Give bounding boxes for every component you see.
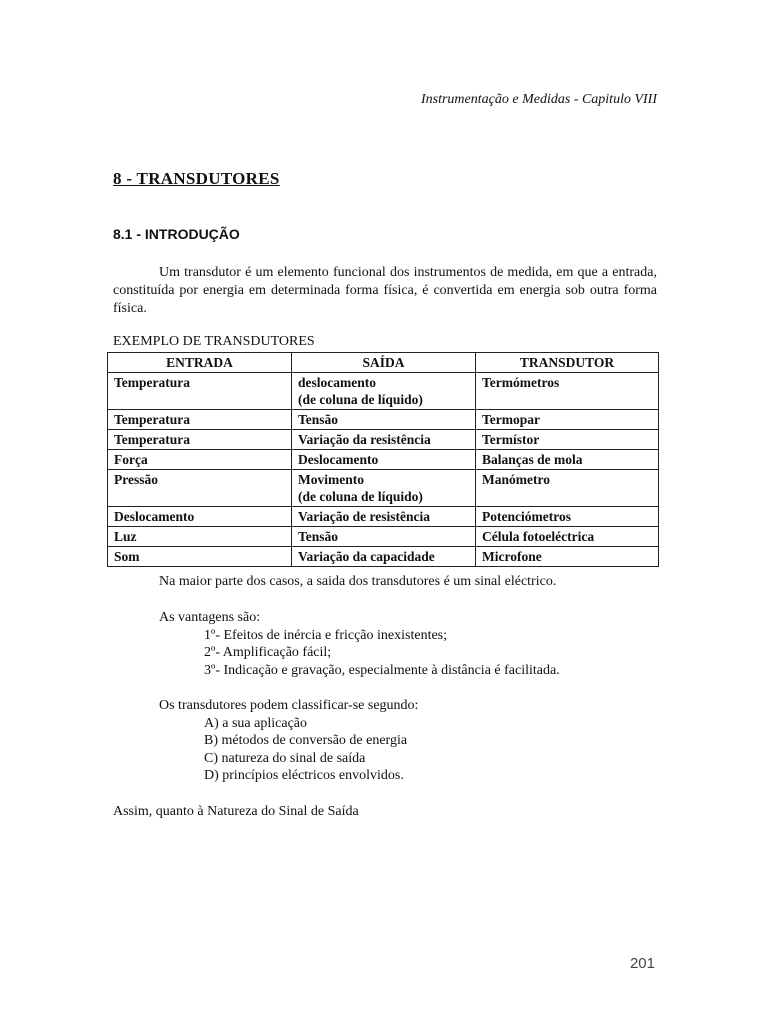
cell-saida	[292, 470, 476, 507]
advantage-item: 3º- Indicação e gravação, especialmente à distância é facilitada.	[204, 663, 560, 678]
page-number: 201	[629, 955, 655, 972]
table-row	[108, 527, 659, 547]
classification-item: A) a sua aplicação	[204, 716, 307, 731]
table-row	[108, 547, 659, 567]
cell-transdutor: Manómetro	[476, 470, 659, 507]
cell-saida-line2: (de coluna de líquido)	[298, 392, 423, 407]
cell-entrada: Deslocamento	[108, 507, 292, 527]
cell-saida: Variação da resistência	[292, 430, 476, 450]
cell-saida: Variação da capacidade	[292, 547, 476, 567]
advantages-intro: As vantagens são:	[159, 610, 261, 625]
table-row	[108, 470, 659, 507]
cell-entrada: Pressão	[108, 470, 292, 507]
cell-saida: Tensão	[292, 527, 476, 547]
cell-transdutor: Termopar	[476, 410, 659, 430]
table-row	[108, 450, 659, 470]
section-title: 8.1 - INTRODUÇÃO	[113, 226, 240, 242]
cell-saida-line2: (de coluna de líquido)	[298, 489, 423, 504]
classification-item: B) métodos de conversão de energia	[204, 733, 408, 748]
table-caption: EXEMPLO DE TRANSDUTORES	[113, 334, 315, 349]
cell-entrada: Som	[108, 547, 292, 567]
cell-saida	[292, 373, 476, 410]
transducer-table	[107, 352, 659, 567]
cell-transdutor: Termómetros	[476, 373, 659, 410]
table-row	[108, 373, 659, 410]
cell-saida: Deslocamento	[292, 450, 476, 470]
column-header-saida: SAÍDA	[292, 353, 476, 373]
intro-paragraph: Um transdutor é um elemento funcional dos instrumentos de medida, em que a entrada, constituída por energia em determinada forma física, é convertida em energia sob outra forma física.	[113, 265, 657, 316]
table-row	[108, 430, 659, 450]
cell-entrada: Temperatura	[108, 410, 292, 430]
cell-transdutor: Balanças de mola	[476, 450, 659, 470]
column-header-transdutor: TRANSDUTOR	[476, 353, 659, 373]
after-table-text: Na maior parte dos casos, a saida dos transdutores é um sinal eléctrico.	[159, 574, 557, 589]
cell-transdutor: Termístor	[476, 430, 659, 450]
running-header: Instrumentação e Medidas - Capitulo VIII	[420, 92, 657, 107]
cell-saida: Tensão	[292, 410, 476, 430]
cell-transdutor: Potenciómetros	[476, 507, 659, 527]
cell-entrada: Luz	[108, 527, 292, 547]
chapter-title: 8 - TRANSDUTORES	[113, 169, 280, 188]
cell-saida-line1: deslocamento	[298, 375, 377, 390]
table-row	[108, 507, 659, 527]
classification-item: D) princípios eléctricos envolvidos.	[204, 768, 404, 783]
cell-entrada: Temperatura	[108, 373, 292, 410]
closing-text: Assim, quanto à Natureza do Sinal de Saída	[113, 804, 359, 819]
classification-item: C) natureza do sinal de saída	[204, 751, 366, 766]
table-row	[108, 410, 659, 430]
table-header-row	[108, 353, 659, 373]
cell-entrada: Temperatura	[108, 430, 292, 450]
cell-transdutor: Microfone	[476, 547, 659, 567]
column-header-entrada: ENTRADA	[108, 353, 292, 373]
cell-saida-line1: Movimento	[298, 472, 364, 487]
advantage-item: 2º- Amplificação fácil;	[204, 645, 332, 660]
cell-entrada: Força	[108, 450, 292, 470]
cell-saida: Variação de resistência	[292, 507, 476, 527]
classification-intro: Os transdutores podem classificar-se segundo:	[159, 698, 419, 713]
advantage-item: 1º- Efeitos de inércia e fricção inexistentes;	[204, 628, 448, 643]
cell-transdutor: Célula fotoeléctrica	[476, 527, 659, 547]
